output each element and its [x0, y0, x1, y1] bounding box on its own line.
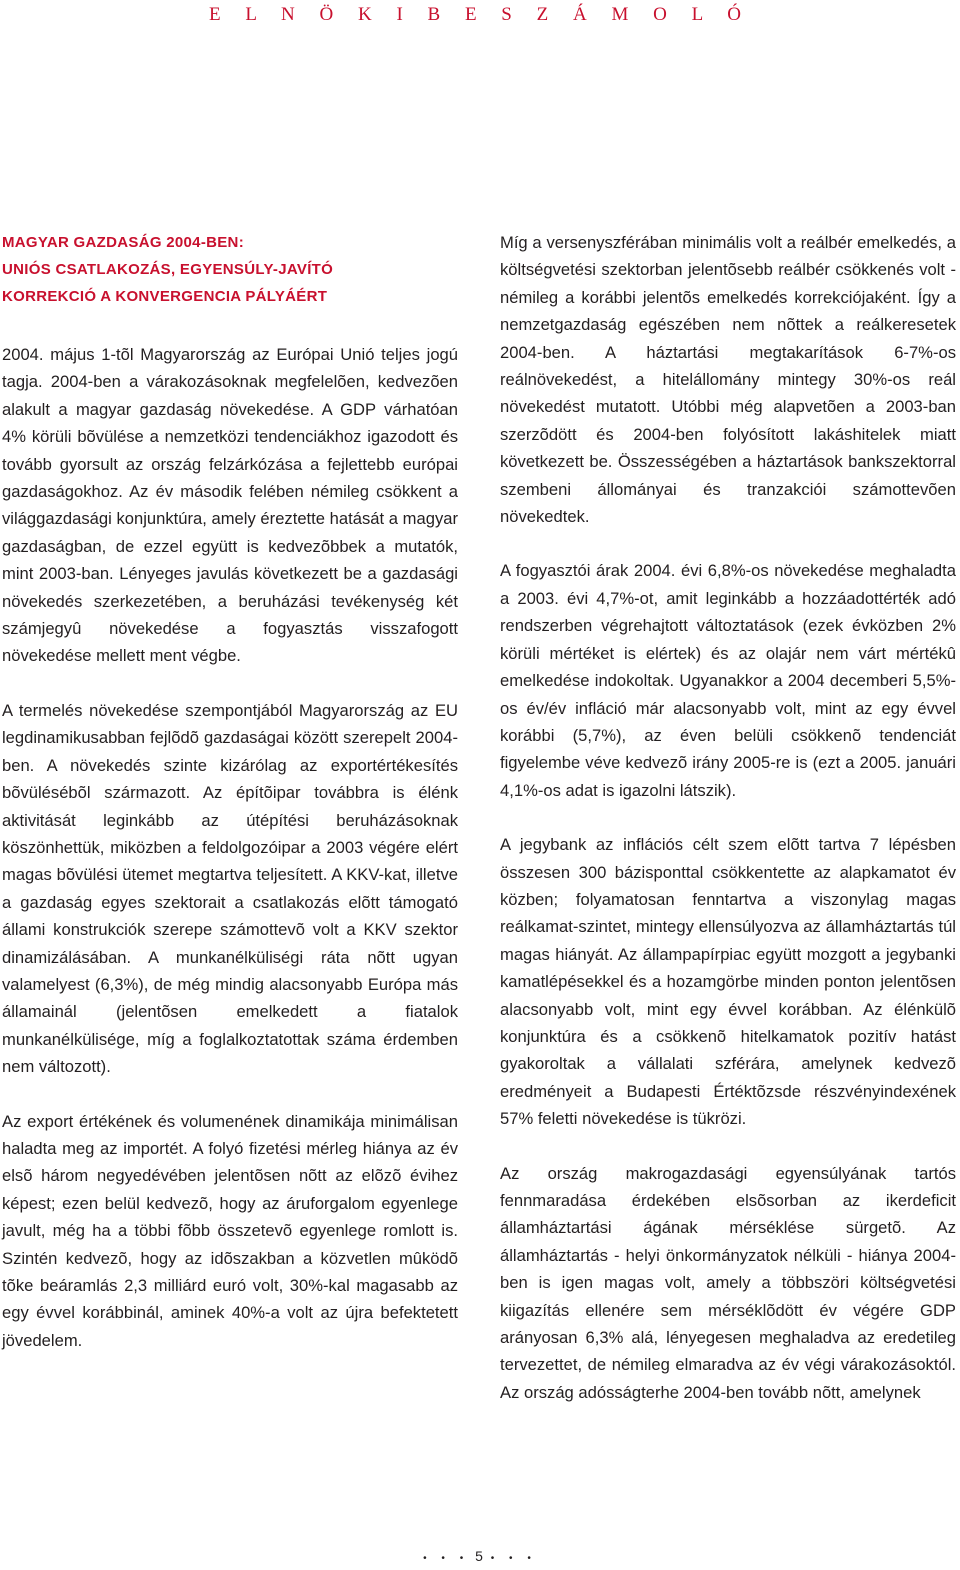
paragraph: Az ország makrogazdasági egyensúlyának tartós fennmaradása érdekében elsõsorban az ikerdeficit államháztartási ágának mérséklése sürgetõ. Az államháztartás - helyi önkormányzatok nélküli - hiánya 2004-ben is igen magas volt, amely a többszöri költségvetési kiigazítás ellenére sem mérséklõdött év végére GDP arányosan 6,3% alá, lényegesen meghaladva az eredetileg tervezettet, de némileg elmaradva az év végi várakozásoktól. Az ország adósságterhe 2004-ben tovább nõtt, amelynek	[500, 1163, 956, 1402]
paragraph: Az export értékének és volumenének dinamikája minimálisan haladta meg az importét. A folyó fizetési mérleg hiánya az év elsõ három negyedévében jelentõsen nõtt az elõzõ évihez képest; ezen belül kedvezõ, hogy az áruforgalom egyenlege javult, még ha a többi fõbb összetevõ egyenlege romlott is. Szintén kedvezõ, hogy az idõszakban a közvetlen mûködõ tõke beáramlás 2,3 milliárd euró volt, 30%-kal magasabb az egy évvel korábbinál, aminek 40%-a volt az újra befektetett jövedelem.	[2, 1111, 458, 1350]
page-footer	[0, 1548, 960, 1564]
section-heading-line-2: UNIÓS CSATLAKOZÁS, EGYENSÚLY-JAVÍTÓ	[2, 261, 334, 278]
footer-dots-right: • • •	[490, 1553, 537, 1564]
page-header: E L N Ö K I B E S Z Á M O L Ó	[209, 4, 751, 25]
section-heading-line-1: MAGYAR GAZDASÁG 2004-BEN:	[2, 234, 244, 251]
paragraph: Míg a versenyszférában minimális volt a reálbér emelkedés, a költségvetési szektorban jelentõsebb reálbér csökkenés volt - némileg a korábbi jelentõs emelkedés korrekciójaként. Így a nemzetgazdaság egészében nem nõttek a reálkeresetek 2004-ben. A háztartási megtakarítások 6-7%-os reálnövekedést, a hitelállomány mintegy 30%-os reál növekedést mutatott. Utóbbi még alapvetõen a 2003-ban szerzõdött és 2004-ben folyósított lakáshitelek miatt következett be. Összességében a háztartások bankszektorral szembeni állományai és tranzakciói számottevõen növekedtek.	[500, 233, 956, 527]
footer-dots-left: • • •	[423, 1553, 470, 1564]
right-column	[500, 229, 956, 1406]
paragraph: A termelés növekedése szempontjából Magyarország az EU legdinamikusabban fejlõdõ gazdaságai között szerepelt 2004-ben. A növekedés szinte kizárólag az exportértékesítés bõvülésébõl származott. Az építõipar továbbra is élénk aktivitását leginkább az útépítési beruházásoknak köszönhettük, miközben a feldolgozóipar a 2003 végére elért magas bõvülési ütemet megtartva teljesített. A KKV-kat, illetve a gazdaság egyes szektorait a csatlakozás elõtt támogató állami konstrukciók szerepe számottevõ volt a KKV szektor dinamizálásában. A munkanélküliségi ráta nõtt ugyan valamelyest (6,3%), de még mindig alacsonyabb Európa más államainál (jelentõsen emelkedett a fiatalok munkanélkülisége, míg a foglalkoztatottak száma érdemben nem változott).	[2, 700, 458, 1077]
paragraph: A fogyasztói árak 2004. évi 6,8%-os növekedése meghaladta a 2003. évi 4,7%-ot, amit leginkább a hozzáadottérték adó rendszerben végrehajtott változtatások (ezek évközben 2% körüli mértéket is elértek) és az olajár nem várt mértékû emelkedése indokoltak. Ugyanakkor a 2004 decemberi 5,5%-os év/év infláció már alacsonyabb volt, mint az egy évvel korábbi (5,7%), az éven belüli csökkenõ tendenciát figyelembe véve kedvezõ irány 2005-re is (ezt a 2005. januári 4,1%-os adat is igazolni látszik).	[500, 561, 956, 800]
section-heading	[2, 229, 458, 310]
paragraph: A jegybank az inflációs célt szem elõtt tartva 7 lépésben összesen 300 bázisponttal csökkentette az alapkamatot év közben; folyamatosan fenntartva a viszonylag magas reálkamat-szintet, mintegy ellensúlyozva az államháztartás túl magas hiányát. Az állampapírpiac együtt mozgott a jegybanki kamatlépésekkel és a hozamgörbe minden ponton jelentõsen alacsonyabb volt, mint egy évvel korábban. Az élénkülõ konjunktúra és a csökkenõ hitelkamatok pozitív hatást gyakoroltak a vállalati szférára, amelynek kedvezõ eredményeit a Budapesti Értéktõzsde részvényindexének 57% feletti növekedése is tükrözi.	[500, 835, 956, 1129]
paragraph: 2004. május 1-tõl Magyarország az Európai Unió teljes jogú tagja. 2004-ben a várakozásoknak megfelelõen, kedvezõen alakult a magyar gazdaság növekedése. A GDP várhatóan 4% körüli bõvülése a nemzetközi tendenciákhoz igazodott és tovább gyorsult az ország felzárkózása a fejlettebb európai gazdaságokhoz. Az év második felében némileg csökkent a világgazdasági konjunktúra, amely éreztette hatását a magyar gazdaságban, de ezzel együtt is kedvezõbbek a mutatók, mint 2003-ban. Lényeges javulás következett be a gazdasági növekedés szerkezetében, a beruházási tevékenység két számjegyû növekedése a fogyasztás visszafogott növekedése mellett ment végbe.	[2, 345, 458, 666]
section-heading-line-3: KORREKCIÓ A KONVERGENCIA PÁLYÁÉRT	[2, 288, 328, 305]
page-number: 5	[475, 1548, 485, 1564]
left-column	[2, 229, 458, 1354]
